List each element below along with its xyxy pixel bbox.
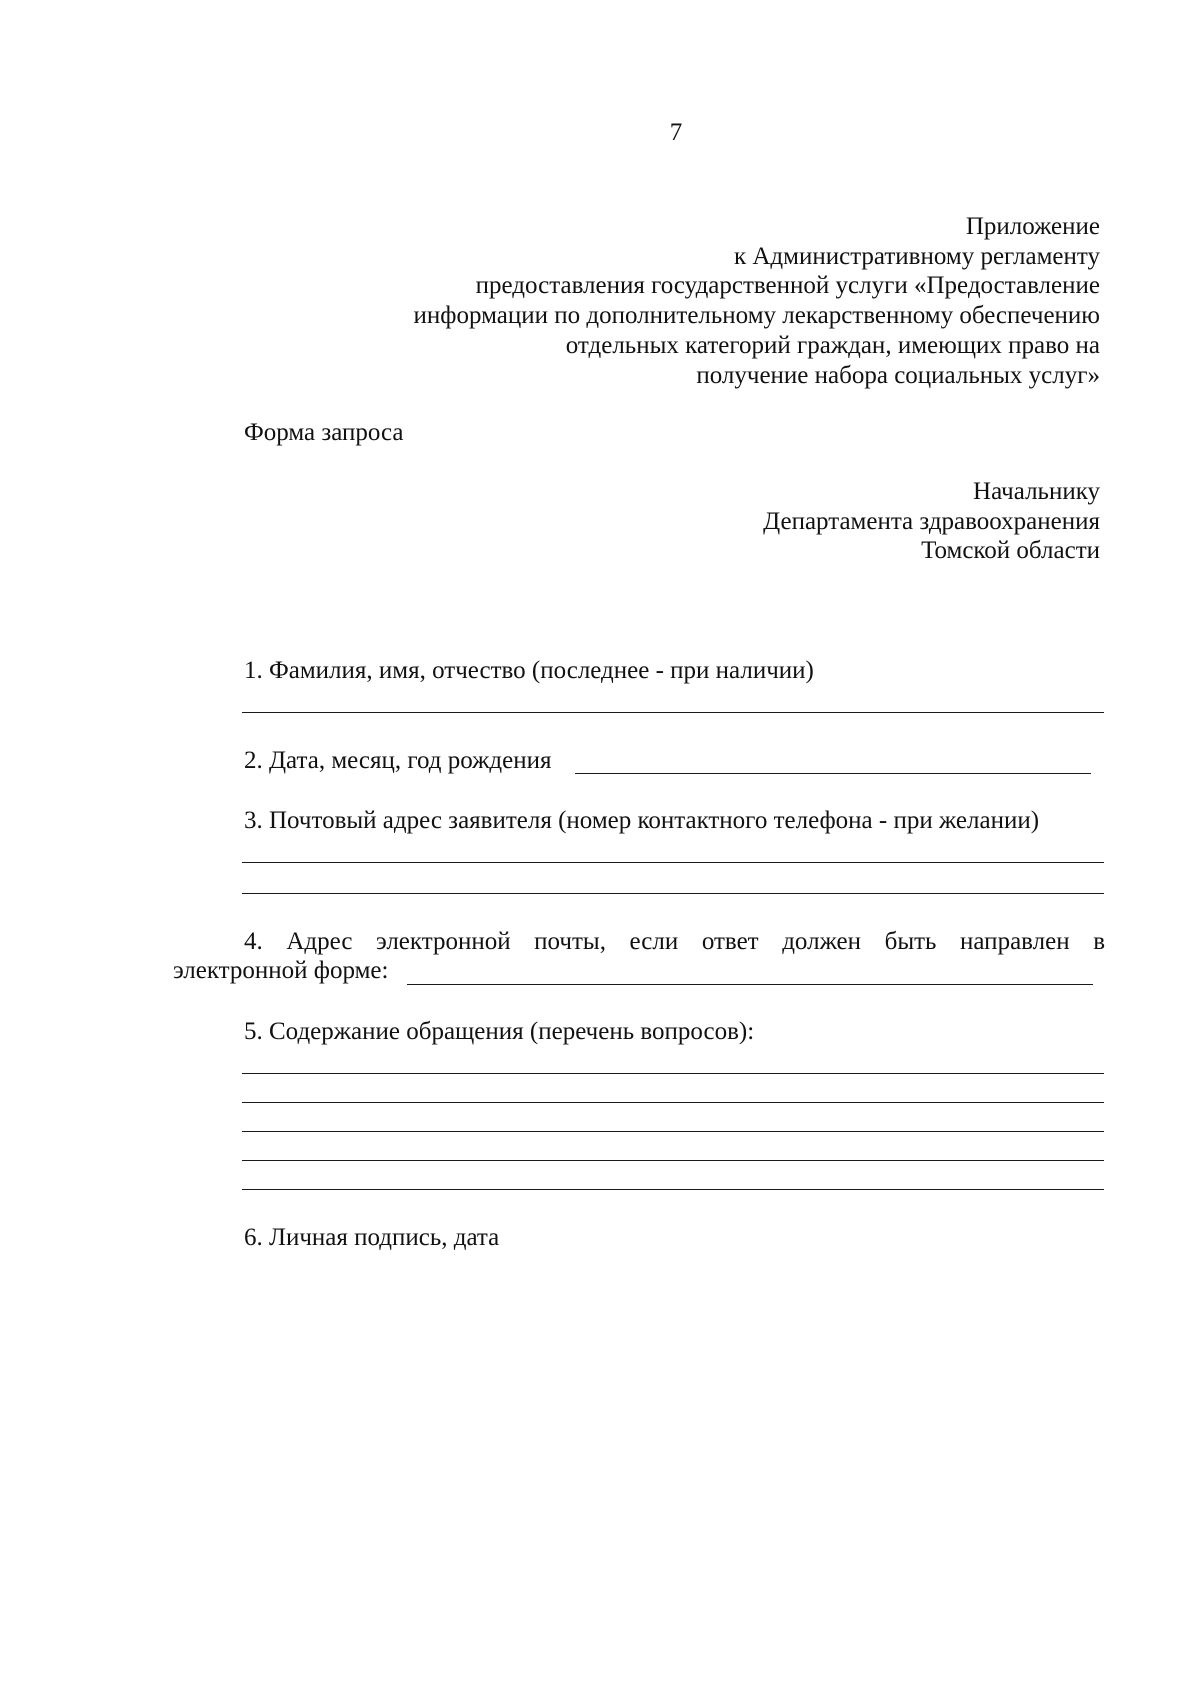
addressee-line: Департамента здравоохранения [763,507,1100,535]
request-content-blank-line [242,1102,1104,1103]
appendix-line: отдельных категорий граждан, имеющих право на [565,331,1100,359]
postal-address-blank-line [242,893,1104,894]
full-name-blank-line [242,712,1104,713]
item-full-name-label: 1. Фамилия, имя, отчество (последнее - при наличии) [244,657,814,684]
appendix-line: к Административному регламенту [733,242,1100,270]
item-signature-date-label: 6. Личная подпись, дата [244,1224,500,1251]
page-number: 7 [669,119,683,146]
appendix-line: предоставления государственной услуги «Предоставление [475,272,1100,300]
addressee-line: Начальнику [973,478,1100,505]
request-content-blank-line [242,1131,1104,1132]
item-postal-address-label: 3. Почтовый адрес заявителя (номер контактного телефона - при желании) [244,807,1040,834]
addressee-block [600,477,1100,566]
appendix-line: Приложение [965,213,1100,240]
item-email-label-continued: электронной форме: [173,957,389,984]
addressee-line: Томской области [921,537,1100,565]
email-blank-line [407,984,1093,985]
item-request-content-label: 5. Содержание обращения (перечень вопросов): [244,1018,755,1045]
form-title: Форма запроса [244,419,404,446]
item-birth-date-label: 2. Дата, месяц, год рождения [244,747,552,774]
appendix-header [340,212,1100,390]
request-content-blank-line [242,1189,1104,1190]
postal-address-blank-line [242,862,1104,863]
appendix-line: информации по дополнительному лекарственному обеспечению [413,302,1100,330]
item-email-label: 4. Адрес электронной почты, если ответ должен быть направлен в [244,928,1105,955]
birth-date-blank-line [575,773,1091,774]
request-content-blank-line [242,1160,1104,1161]
request-content-blank-line [242,1073,1104,1074]
appendix-line: получение набора социальных услуг» [696,361,1100,389]
